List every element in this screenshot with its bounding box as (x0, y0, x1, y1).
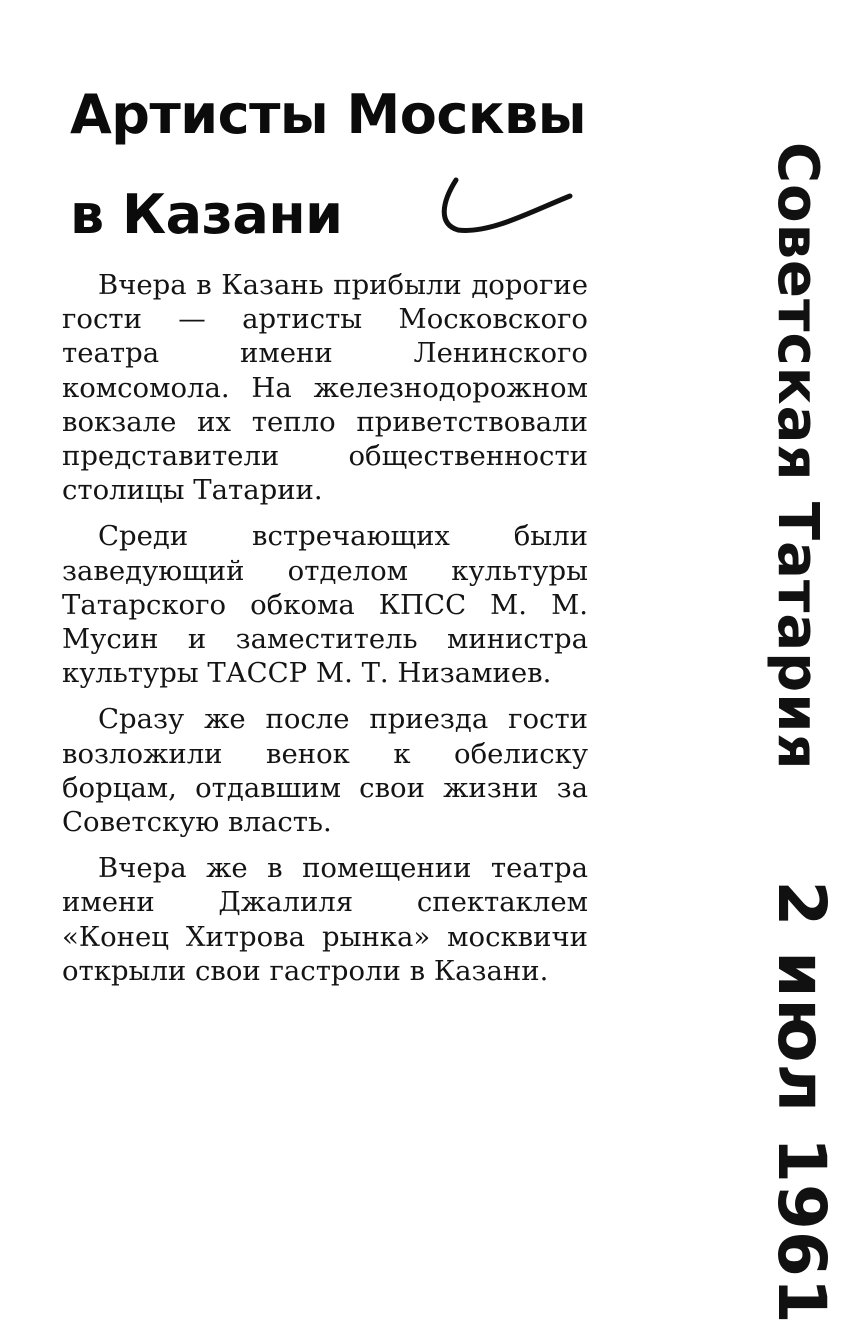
article-paragraph-1: Вчера в Казань прибыли дорогие гости — артисты Московского театра имени Ленинского комсомола. На железнодорожном вокзале их тепло приветствовали представители общественности столицы Татарии. (62, 269, 588, 507)
headline-line-2: в Казани (70, 183, 343, 246)
article-paragraph-4: Вчера же в помещении театра имени Джалиля спектаклем «Конец Хитрова рынка» москвичи открыли свои гастроли в Казани. (62, 852, 588, 987)
stamp-date: 2 июл 1961 (763, 880, 840, 1325)
article-paragraph-3: Сразу же после приезда гости возложили венок к обелиску борцам, отдавшим свои жизни за Советскую власть. (62, 703, 588, 839)
stamp-newspaper-name: Советская Татария (765, 142, 830, 771)
article-paragraph-2: Среди встречающих были заведующий отделом культуры Татарского обкома КПСС М. М. Мусин и заместитель министра культуры ТАССР М. Т. Низамиев. (62, 520, 588, 690)
archive-stamp (763, 142, 840, 1325)
article-body (62, 268, 588, 1000)
handwritten-check-mark-icon (430, 172, 580, 242)
headline-line-1: Артисты Москвы (70, 83, 587, 146)
